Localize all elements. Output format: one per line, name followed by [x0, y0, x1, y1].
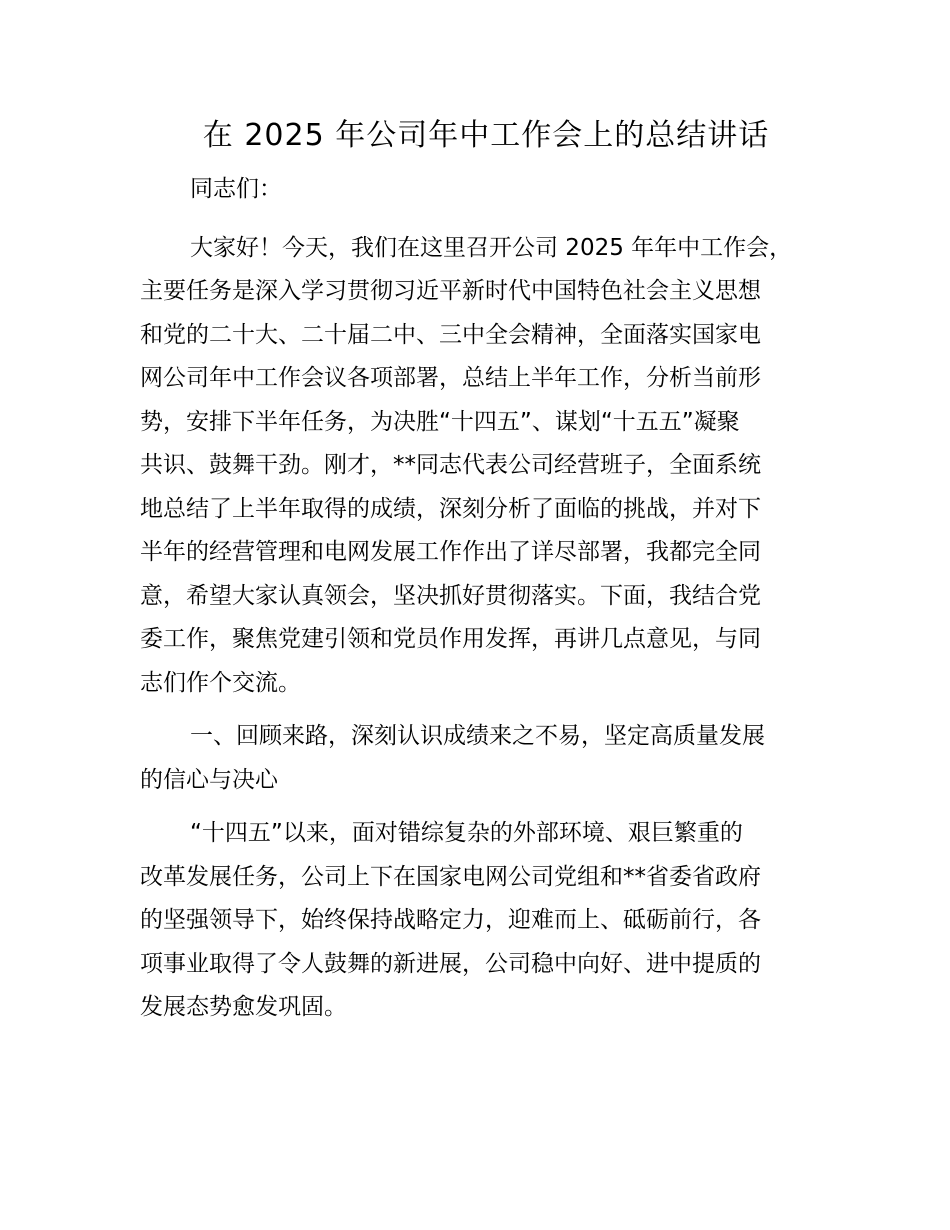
paragraph-line: 的坚强领导下，始终保持战略定力，迎难而上、砥砺前行，各	[140, 907, 761, 933]
paragraph-line: 共识、鼓舞干劲。刚才，**同志代表公司经营班子，全面系统	[140, 452, 761, 478]
salutation: 同志们：	[190, 176, 282, 202]
paragraph-line: 意，希望大家认真领会，坚决抓好贯彻落实。下面，我结合党	[140, 582, 761, 609]
paragraph-line: 改革发展任务，公司上下在国家电网公司党组和**省委省政府	[140, 863, 761, 890]
paragraph-line: 主要任务是深入学习贯彻习近平新时代中国特色社会主义思想	[140, 278, 761, 304]
heading-line: 一、回顾来路，深刻认识成绩来之不易，坚定高质量发展	[190, 723, 765, 749]
paragraph-review	[140, 812, 832, 1030]
paragraph-line: 志们作个交流。	[140, 669, 301, 696]
paragraph-line: 半年的经营管理和电网发展工作作出了详尽部署，我都完全同	[140, 539, 761, 565]
paragraph-line: 大家好！今天，我们在这里召开公司 2025 年年中工作会，	[190, 234, 793, 261]
paragraph-line: 委工作，聚焦党建引领和党员作用发挥，再讲几点意见，与同	[140, 626, 761, 652]
paragraph-intro	[140, 227, 832, 706]
document-page	[140, 112, 832, 1030]
paragraph-line: 和党的二十大、二十届二中、三中全会精神，全面落实国家电	[140, 321, 761, 348]
paragraph-line: 发展态势愈发巩固。	[140, 994, 347, 1020]
paragraph-line: 项事业取得了令人鼓舞的新进展，公司稳中向好、进中提质的	[140, 950, 761, 977]
paragraph-line: 地总结了上半年取得的成绩，深刻分析了面临的挑战，并对下	[140, 495, 761, 522]
paragraph-line: “十四五”以来，面对错综复杂的外部环境、艰巨繁重的	[190, 820, 743, 846]
section-heading-1	[140, 715, 832, 802]
document-title: 在 2025 年公司年中工作会上的总结讲话	[202, 118, 770, 153]
heading-line: 的信心与决心	[140, 766, 278, 793]
paragraph-line: 势，安排下半年任务，为决胜“十四五”、谋划“十五五”凝聚	[140, 408, 740, 435]
paragraph-line: 网公司年中工作会议各项部署，总结上半年工作，分析当前形	[140, 365, 761, 391]
